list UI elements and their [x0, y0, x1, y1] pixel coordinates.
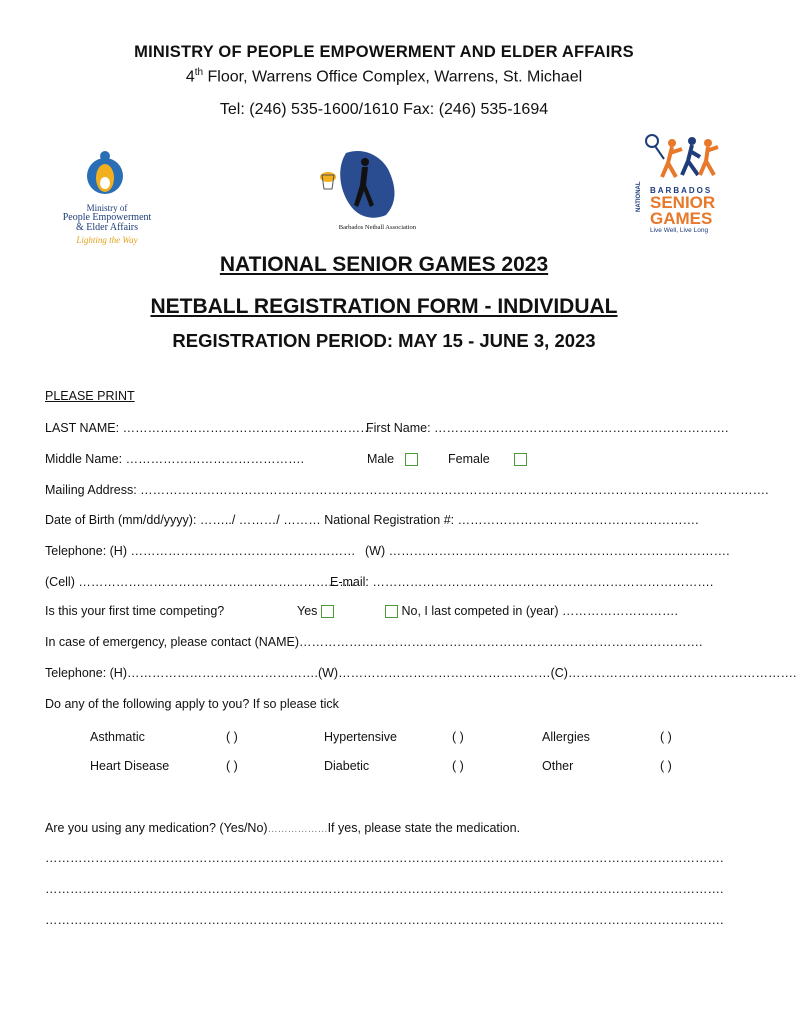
- mailing-address-field[interactable]: Mailing Address: …………………………………………………………………………………………………………………………………….: [45, 483, 769, 497]
- condition-allergies-mark[interactable]: ( ): [660, 730, 672, 744]
- no-checkbox[interactable]: [385, 605, 398, 618]
- first-name-field[interactable]: First Name: ……….…………………………………………………….: [366, 421, 729, 435]
- male-label: Male: [367, 452, 395, 466]
- male-option[interactable]: [367, 452, 418, 466]
- netball-logo-caption: Barbados Netball Association: [338, 224, 416, 231]
- no-option[interactable]: [385, 604, 678, 618]
- no-last-competed-field[interactable]: No, I last competed in (year) ……………………….: [401, 604, 678, 618]
- netball-association-logo: [318, 147, 418, 232]
- medication-row: [45, 821, 520, 835]
- games-logo-word3: GAMES: [650, 209, 713, 228]
- condition-allergies-label: Allergies: [542, 730, 590, 744]
- barbados-island-icon: [318, 147, 418, 219]
- medication-state-label: If yes, please state the medication.: [327, 821, 521, 835]
- condition-asthmatic-mark[interactable]: ( ): [226, 730, 238, 744]
- first-time-question: Is this your first time competing?: [45, 604, 225, 618]
- ministry-emblem-icon: [52, 148, 162, 198]
- condition-heart-disease-label: Heart Disease: [90, 759, 170, 773]
- emergency-phone-row: [45, 666, 796, 680]
- female-checkbox[interactable]: [514, 453, 527, 466]
- games-logo-word2: SENIOR: [650, 193, 716, 212]
- ministry-logo: [52, 148, 162, 243]
- ministry-logo-line1: Ministry of: [86, 203, 128, 213]
- emergency-phone-home[interactable]: Telephone: (H)……………………………………….: [45, 666, 318, 680]
- ministry-address: 4th Floor, Warrens Office Complex, Warrens, St. Michael: [185, 67, 583, 86]
- last-name-field[interactable]: LAST NAME: ……………………………………………………: [45, 421, 373, 435]
- condition-asthmatic-label: Asthmatic: [90, 730, 145, 744]
- cell-field[interactable]: (Cell) ……………………………………………………..…..: [45, 575, 355, 589]
- please-print-label: PLEASE PRINT: [45, 389, 135, 403]
- condition-other-mark[interactable]: ( ): [660, 759, 672, 773]
- ministry-heading: MINISTRY OF PEOPLE EMPOWERMENT AND ELDER AFFAIRS: [134, 43, 634, 61]
- yes-label: Yes: [297, 604, 318, 618]
- condition-heart-disease-mark[interactable]: ( ): [226, 759, 238, 773]
- emergency-phone-work[interactable]: (W)……………………………………………: [317, 666, 551, 680]
- registration-period: REGISTRATION PERIOD: MAY 15 - JUNE 3, 2023: [172, 330, 596, 351]
- dob-registration-field[interactable]: Date of Birth (mm/dd/yyyy): ……../ ………/ ……… National Registration #: ………………………………………………….: [45, 513, 699, 527]
- event-title: NATIONAL SENIOR GAMES 2023: [219, 253, 549, 276]
- condition-diabetic-label: Diabetic: [324, 759, 370, 773]
- medication-line-3[interactable]: ……………………………………………………………………………………………………………………………………………….: [45, 913, 724, 927]
- telephone-home-field[interactable]: Telephone: (H) ………………………………………………: [45, 544, 356, 558]
- ministry-contact: Tel: (246) 535-1600/1610 Fax: (246) 535-1694: [219, 101, 549, 118]
- condition-diabetic-mark[interactable]: ( ): [452, 759, 464, 773]
- emergency-phone-cell[interactable]: (C)……………………………………………….: [550, 666, 796, 680]
- male-checkbox[interactable]: [405, 453, 418, 466]
- email-field[interactable]: E-mail: ……………………………………………………………………….: [330, 575, 714, 589]
- middle-name-field[interactable]: Middle Name: …………………………………….: [45, 452, 305, 466]
- condition-hypertensive-mark[interactable]: ( ): [452, 730, 464, 744]
- female-label: Female: [448, 452, 490, 466]
- ministry-logo-line2: People Empowerment: [62, 212, 152, 223]
- ministry-logo-tagline: Lighting the Way: [76, 235, 138, 245]
- athletes-icon: [638, 133, 722, 181]
- yes-option[interactable]: [297, 604, 334, 618]
- emergency-contact-field[interactable]: In case of emergency, please contact (NAME)…………………………………………………………………………………….: [45, 635, 703, 649]
- games-logo-tagline: Live Well, Live Long: [650, 227, 709, 234]
- senior-games-logo: [638, 133, 722, 243]
- ministry-logo-line3: & Elder Affairs: [75, 222, 139, 233]
- medication-line-1[interactable]: ……………………………………………………………………………………………………………………………………………….: [45, 851, 724, 865]
- form-title: NETBALL REGISTRATION FORM - INDIVIDUAL: [150, 295, 618, 318]
- telephone-work-field[interactable]: (W) ……………………………………………………………………….: [365, 544, 730, 558]
- medication-yes-no-field[interactable]: ………………: [267, 824, 328, 835]
- conditions-prompt: Do any of the following apply to you? If so please tick: [45, 697, 339, 711]
- medication-line-2[interactable]: ……………………………………………………………………………………………………………………………………………….: [45, 882, 724, 896]
- condition-hypertensive-label: Hypertensive: [324, 730, 397, 744]
- games-logo-side: NATIONAL: [636, 181, 642, 212]
- female-option[interactable]: [448, 452, 527, 466]
- games-logo-word1: BARBADOS: [650, 186, 713, 195]
- medication-question: Are you using any medication? (Yes/No): [45, 821, 268, 835]
- yes-checkbox[interactable]: [321, 605, 334, 618]
- condition-other-label: Other: [542, 759, 574, 773]
